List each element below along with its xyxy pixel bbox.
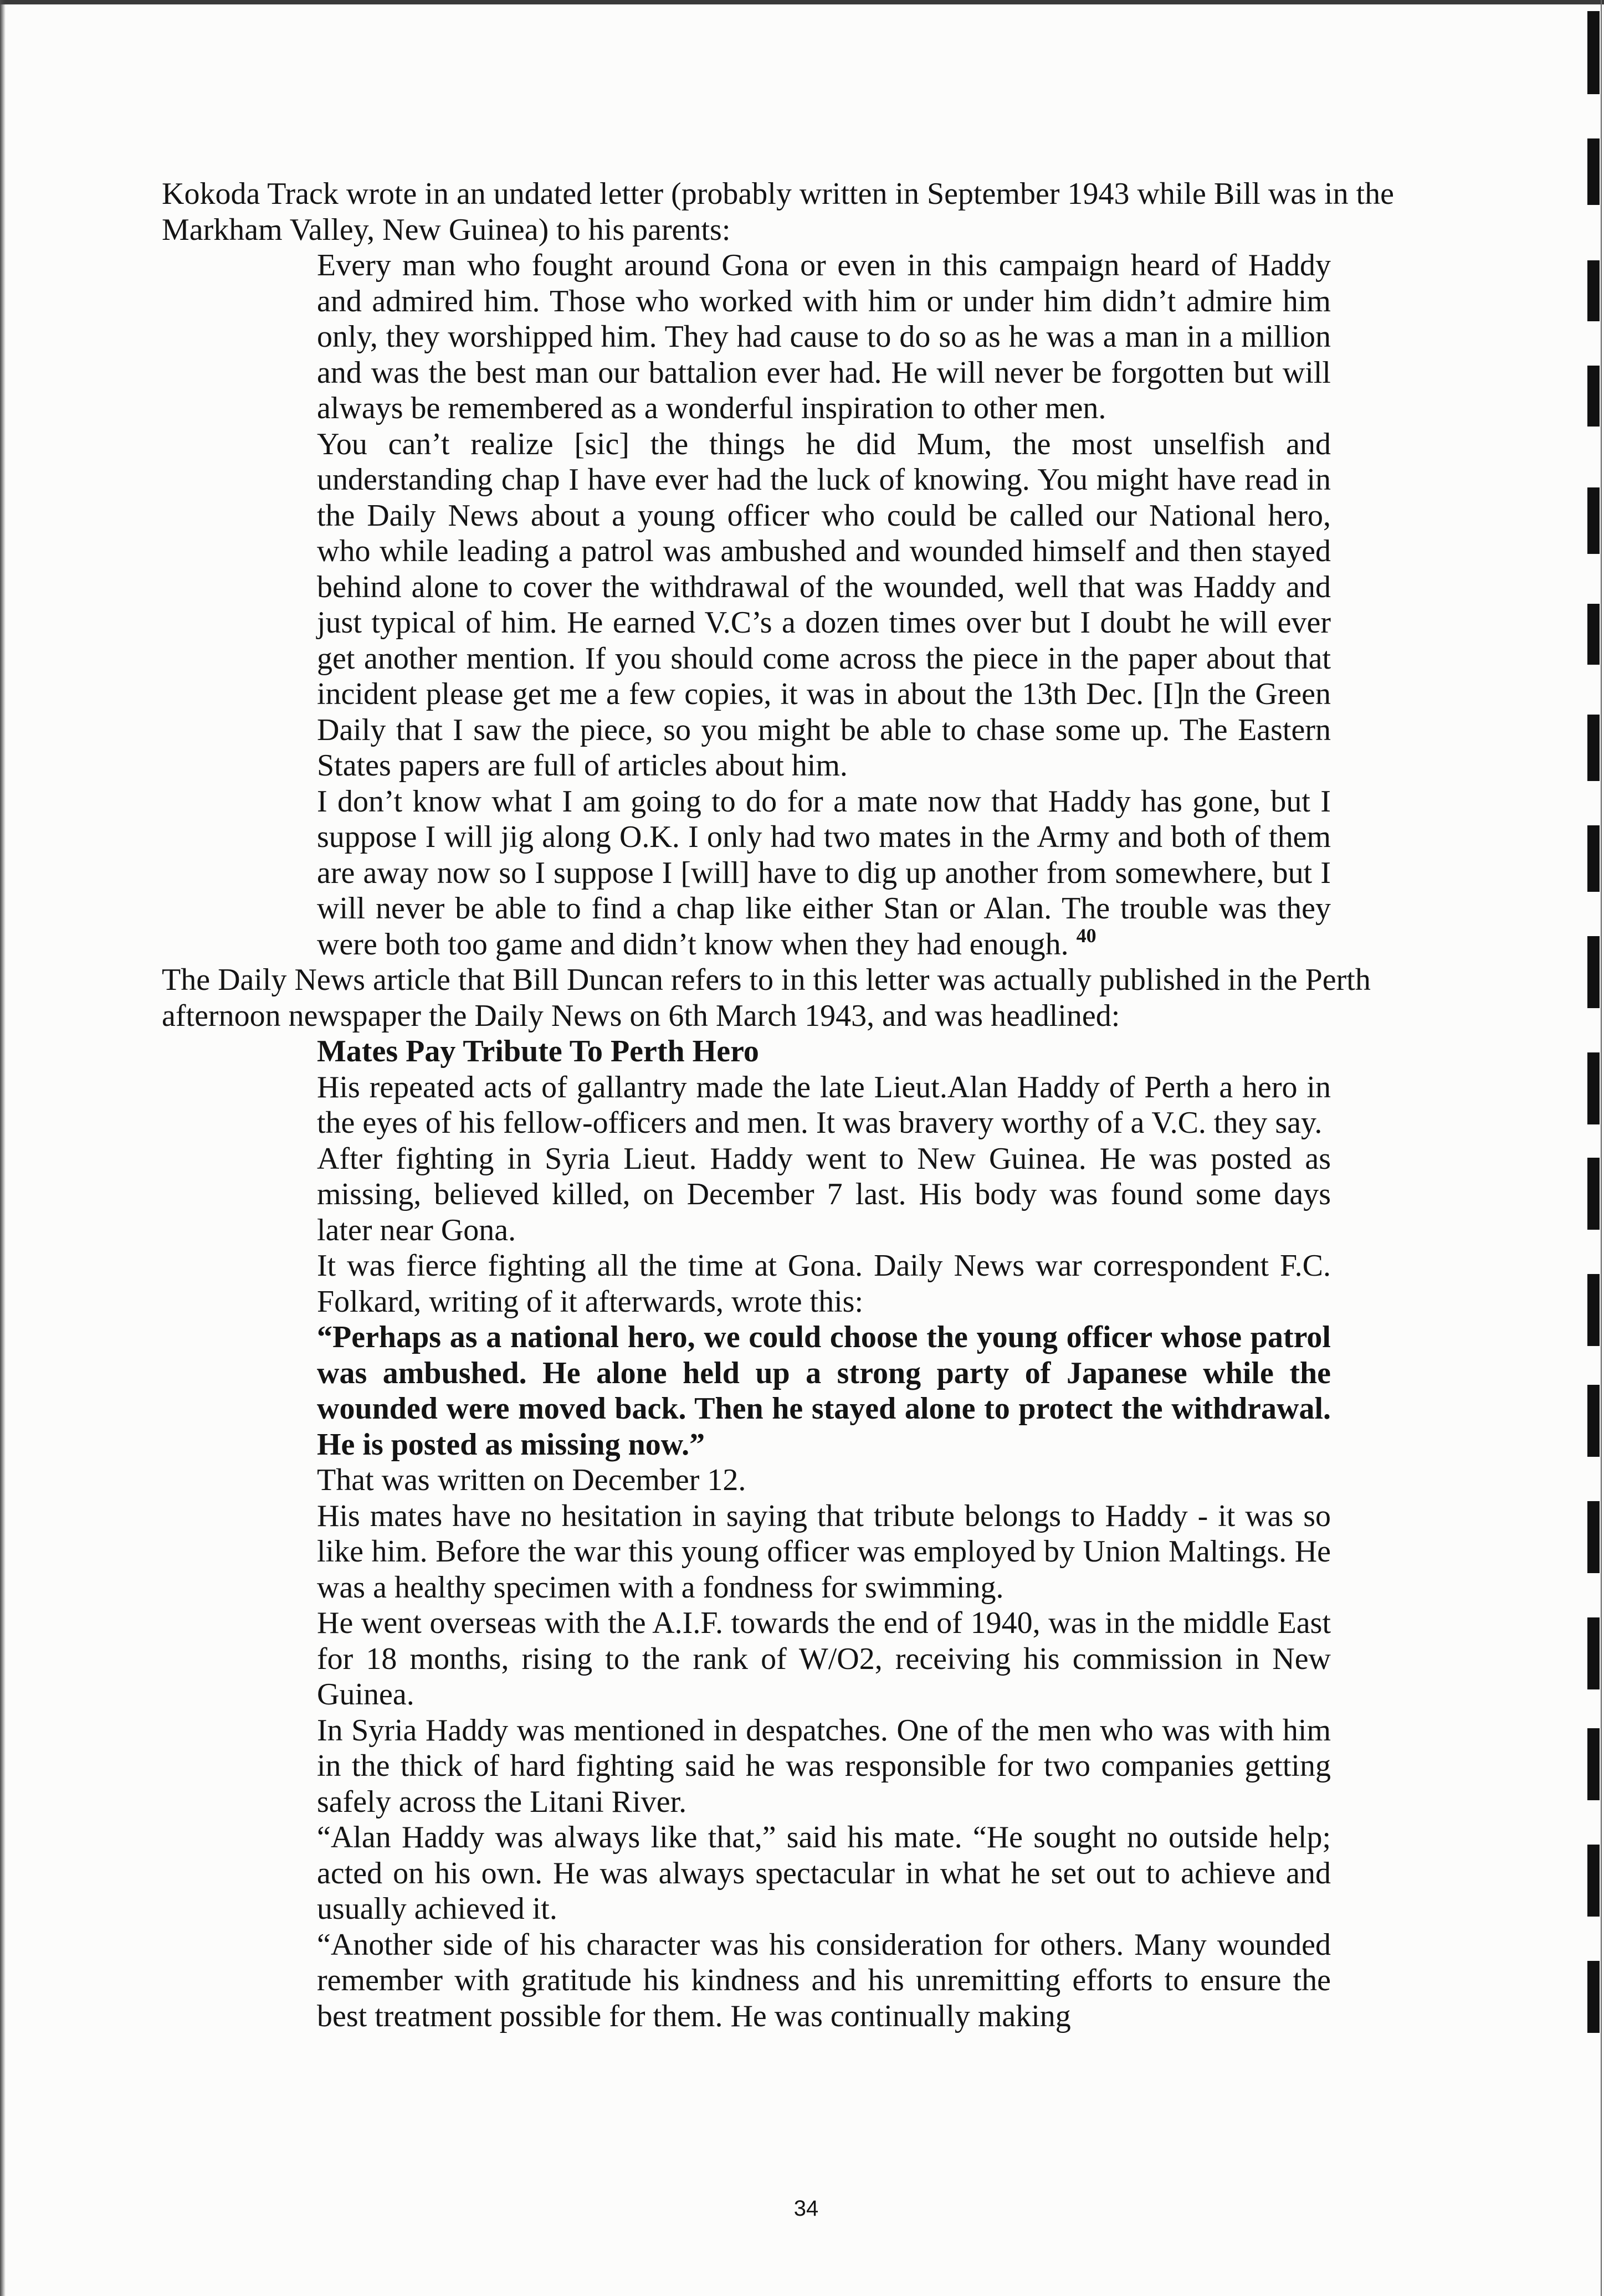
article-paragraph: He went overseas with the A.I.F. towards the end of 1940, was in the middle East for 18 months, rising to the rank of W/O2, receiving his commission in New Guinea. [317,1606,1331,1712]
scan-left-edge [0,0,6,2296]
binding-mark [1587,1385,1600,1457]
letter-quote-paragraph: You can’t realize [sic] the things he did Mum, the most unselfish and understanding chap I have ever had the luck of knowing. You might have read in the Daily News about a young officer who could be called our National hero, who while leading a patrol was ambushed and wounded himself and then stayed behind alone to cover the withdrawal of the wounded, well that was Haddy and just typical of him. He earned V.C’s a dozen times over but I doubt he will ever get another mention. If you should come across the piece in the paper about that incident please get me a few copies, it was in about the 13th Dec. [I]n the Green Daily that I saw the piece, so you might be able to chase some up. The Eastern States papers are full of articles about him. [317,427,1331,783]
binding-mark [1587,1158,1600,1230]
binding-mark [1587,487,1600,554]
binding-mark [1587,825,1600,892]
binding-mark [1587,715,1600,781]
binding-mark [1587,11,1600,94]
article-paragraph: It was fierce fighting all the time at Gona. Daily News war correspondent F.C. Folkard, writing of it afterwards, wrote this: [317,1249,1331,1319]
article-paragraph: In Syria Haddy was mentioned in despatches. One of the men who was with him in the thick of hard fighting said he was responsible for two companies getting safely across the Litani River. [317,1713,1331,1819]
binding-mark [1587,138,1600,205]
article-paragraph: “Alan Haddy was always like that,” said his mate. “He sought no outside help; acted on his own. He was always spectacular in what he set out to achieve and usually achieved it. [317,1820,1331,1926]
page-number: 34 [793,2196,819,2221]
document-body [162,176,1486,2034]
binding-mark [1587,1501,1600,1573]
article-paragraph: “Another side of his character was his consideration for others. Many wounded remember with gratitude his kindness and his unremitting efforts to ensure the best treatment possible for them. He was continually making [317,1927,1331,2033]
body-paragraph: Kokoda Track wrote in an undated letter (probably written in September 1943 while Bill was in the Markham Valley, New Guinea) to his parents: [162,177,1394,247]
binding-mark [1587,1052,1600,1124]
binding-mark [1587,604,1600,665]
body-paragraph: The Daily News article that Bill Duncan refers to in this letter was actually published in the Perth afternoon newspaper the Daily News on 6th March 1943, and was headlined: [162,963,1371,1033]
letter-quote-paragraph [317,784,1331,963]
letter-quote-paragraph: Every man who fought around Gona or even in this campaign heard of Haddy and admired him. Those who worked with him or under him didn’t admire him only, they worshipped him. They had cause to do so as he was a man in a million and was the best man our battalion ever had. He will never be forgotten but will always be remembered as a wonderful inspiration to other men. [317,248,1331,425]
article-paragraph: That was written on December 12. [317,1463,746,1497]
binding-mark [1587,1961,1600,2033]
article-paragraph: After fighting in Syria Lieut. Haddy went to New Guinea. He was posted as missing, believed killed, on December 7 last. His body was found some days later near Gona. [317,1141,1331,1247]
binding-mark [1587,366,1600,427]
binding-mark [1587,1617,1600,1689]
binding-line [1601,0,1602,2296]
scan-top-edge [0,0,1604,4]
article-headline: Mates Pay Tribute To Perth Hero [317,1034,759,1069]
binding-mark [1587,936,1600,1008]
binding-mark [1587,1274,1600,1346]
binding-mark [1587,1845,1600,1917]
letter-quote-text: I don’t know what I am going to do for a mate now that Haddy has gone, but I suppose I will jig along O.K. I only had two mates in the Army and both of them are away now so I suppose I [will] have to dig up another from somewhere, but I will never be able to find a chap like either Stan or Alan. The trouble was they were both too game and didn’t know when they had enough. [317,784,1331,962]
binding-mark [1587,260,1600,321]
article-paragraph: His repeated acts of gallantry made the late Lieut.Alan Haddy of Perth a hero in the eyes of his fellow-officers and men. It was bravery worthy of a V.C. they say. [317,1070,1331,1140]
article-quote-bold: “Perhaps as a national hero, we could choose the young officer whose patrol was ambushed. He alone held up a strong party of Japanese while the wounded were moved back. Then he stayed alone to protect the withdrawal. He is posted as missing now.” [317,1320,1331,1462]
footnote-marker: 40 [1076,924,1096,947]
binding-edge [1582,0,1604,2296]
binding-mark [1587,1728,1600,1800]
article-paragraph: His mates have no hesitation in saying that tribute belongs to Haddy - it was so like him. Before the war this young officer was employed by Union Maltings. He was a healthy specimen with a fondness for swimming. [317,1498,1331,1605]
